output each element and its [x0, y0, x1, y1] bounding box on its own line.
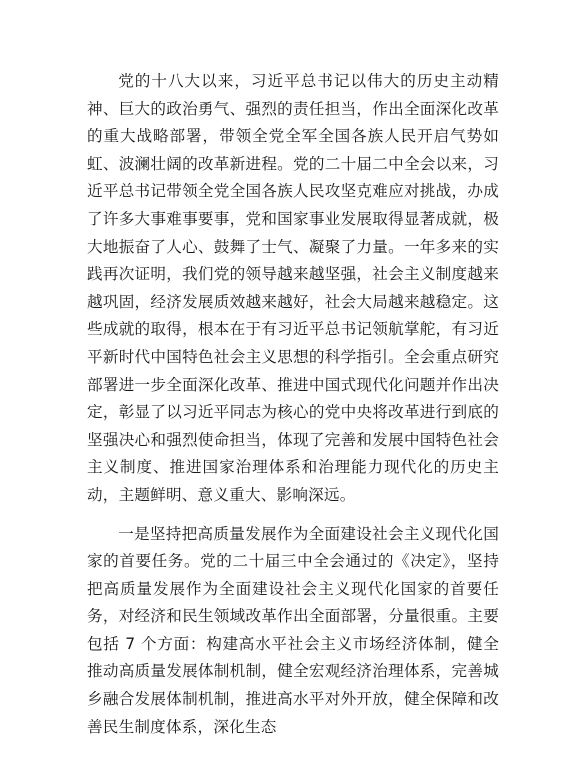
paragraph-2: 一是坚持把高质量发展作为全面建设社会主义现代化国家的首要任务。党的二十届三中全会通过的《决定》，坚持把高质量发展作为全面建设社会主义现代化国家的首要任务，对经济和民生领域改革作出全面部署，分量很重。主要包括 7 个方面：构建高水平社会主义市场经济体制，健全推动高质量发展体制机制，健全宏观经济治理体系，完善城乡融合发展体制机制，推进高水平对外开放，健全保障和改善民生制度体系，深化生态 — [87, 524, 499, 736]
document-page — [87, 68, 499, 741]
paragraph-1: 党的十八大以来，习近平总书记以伟大的历史主动精神、巨大的政治勇气、强烈的责任担当，作出全面深化改革的重大战略部署，带领全党全军全国各族人民开启气势如虹、波澜壮阔的改革新进程。党的二十届二中全会以来，习近平总书记带领全党全国各族人民攻坚克难应对挑战，办成了许多大事难事要事，党和国家事业发展取得显著成就，极大地振奋了人心、鼓舞了士气、凝聚了力量。一年多来的实践再次证明，我们党的领导越来越坚强，社会主义制度越来越巩固，经济发展质效越来越好，社会大局越来越稳定。这些成就的取得，根本在于有习近平总书记领航掌舵，有习近平新时代中国特色社会主义思想的科学指引。全会重点研究部署进一步全面深化改革、推进中国式现代化问题并作出决定，彰显了以习近平同志为核心的党中央将改革进行到底的坚强决心和强烈使命担当，体现了完善和发展中国特色社会主义制度、推进国家治理体系和治理能力现代化的历史主动，主题鲜明、意义重大、影响深远。 — [87, 72, 499, 504]
